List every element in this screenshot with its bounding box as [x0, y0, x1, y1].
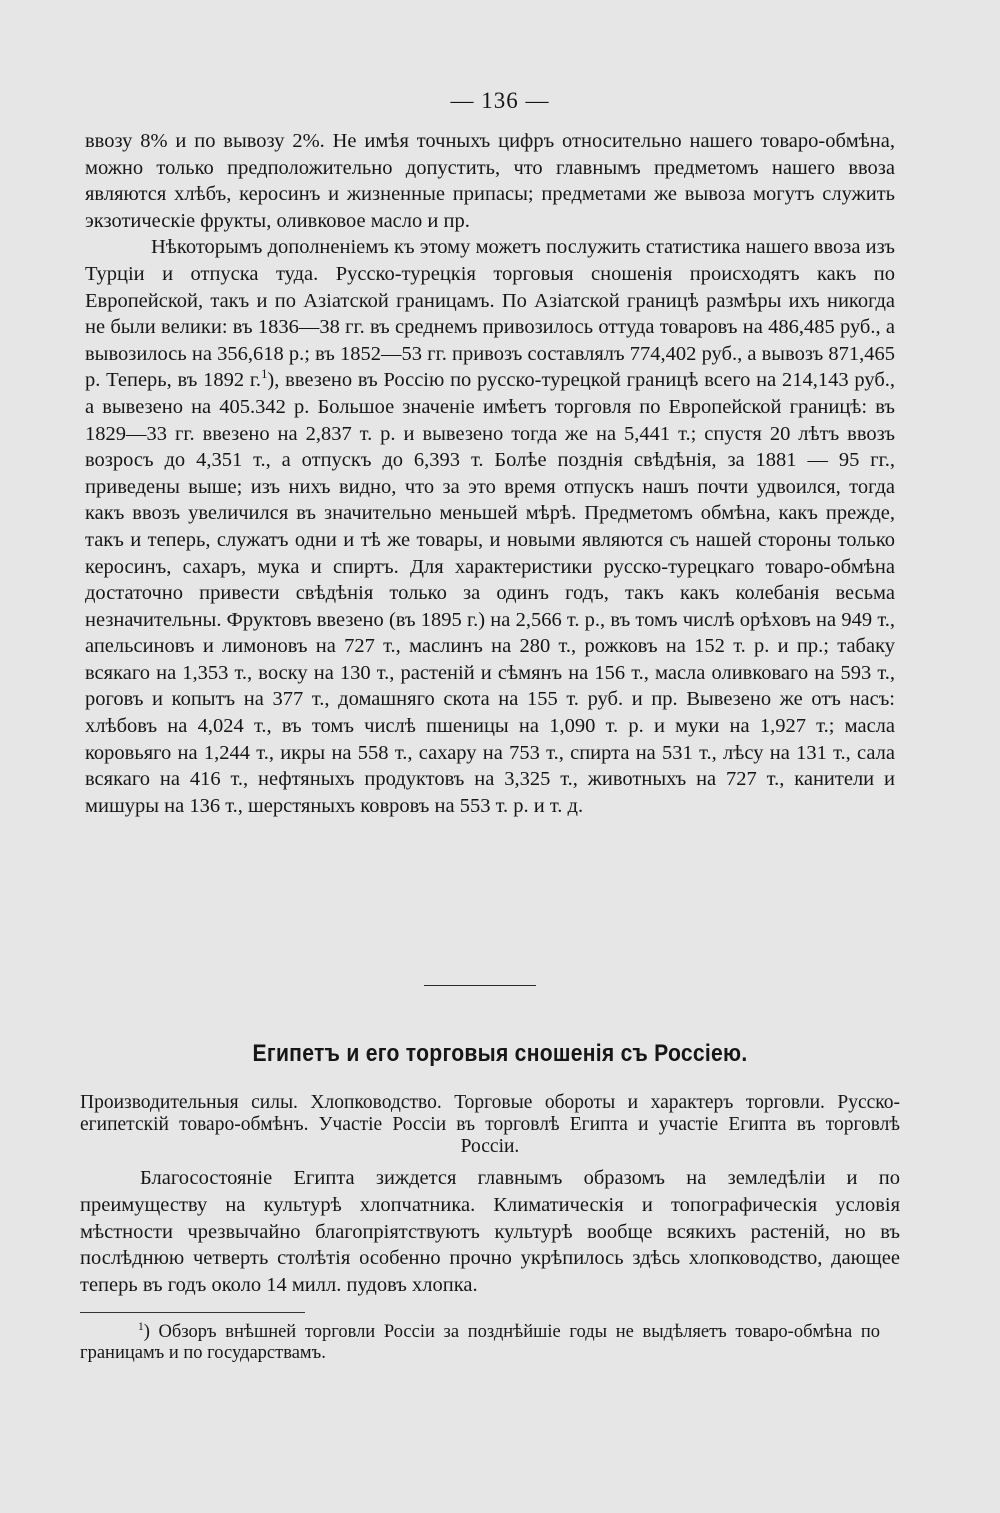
section-summary: Производительныя силы. Хлопководство. Торговые обороты и характеръ торговли. Русско-египетскій товаро-обмѣнъ. Участіе Россіи въ торговлѣ Египта и участіе Египта въ торговлѣ Россіи. [80, 1092, 900, 1157]
section-text [80, 1165, 900, 1299]
paragraph-2 [85, 234, 895, 819]
section-divider [424, 985, 536, 986]
footnote-rule [80, 1312, 305, 1313]
page-number: — 136 — [450, 88, 550, 113]
section-title: Египетъ и его торговыя сношенія съ Россіею. [252, 1040, 748, 1067]
footnote-marker: 1 [138, 1320, 144, 1333]
paragraph-2-part-2: ), ввезено въ Россію по русско-турецкой границѣ всего на 214,143 руб., а вывезено на 405.342 р. Большое значеніе имѣетъ торговля по Европейской границѣ: въ 1829—33 гг. ввезено на 2,837 т. р. и вывезено тогда же на 5,441 т.; спустя 20 лѣтъ ввозъ возросъ до 4,351 т., а отпускъ до 6,393 т. Болѣе позднія свѣдѣнія, за 1881 — 95 гг., приведены выше; изъ нихъ видно, что за это время отпускъ нашъ почти удвоился, тогда какъ ввозъ увеличился въ значительно меньшей мѣрѣ. Предметомъ обмѣна, какъ прежде, такъ и теперь, служатъ одни и тѣ же товары, и новыми являются съ нашей стороны только керосинъ, сахаръ, мука и спиртъ. Для характеристики русско-турецкаго товаро-обмѣна достаточно привести свѣдѣнія только за одинъ годъ, такъ какъ колебанія весьма незначительны. Фруктовъ ввезено (въ 1895 г.) на 2,566 т. р., въ томъ числѣ орѣховъ на 949 т., апельсиновъ и лимоновъ на 727 т., маслинъ на 280 т., рожковъ на 152 т. р. и пр.; табаку всякаго на 1,353 т., воску на 130 т., растеній и сѣмянъ на 156 т., масла оливковаго на 593 т., роговъ и копытъ на 377 т., домашняго скота на 155 т. руб. и пр. Вывезено же отъ насъ: хлѣбовъ на 4,024 т., въ томъ числѣ пшеницы на 1,090 т. р. и муки на 1,927 т.; масла коровьяго на 1,244 т., икры на 558 т., сахару на 753 т., спирта на 531 т., лѣсу на 131 т., сала всякаго на 416 т., нефтяныхъ продуктовъ на 3,325 т., животныхъ на 727 т., канители и мишуры на 136 т., шерстяныхъ ковровъ на 553 т. р. и т. д. [85, 369, 895, 817]
footnote [80, 1322, 880, 1364]
footnote-reference: 1 [261, 367, 268, 382]
paragraph-1: ввозу 8% и по вывозу 2%. Не имѣя точныхъ цифръ относительно нашего товаро-обмѣна, можно только предположительно допустить, что главнымъ предметомъ нашего ввоза являются хлѣбъ, керосинъ и жизненные припасы; предметами же вывоза могутъ служить экзотическіе фрукты, оливковое масло и пр. [85, 130, 895, 232]
main-text [85, 128, 895, 819]
footnote-paragraph [80, 1322, 880, 1364]
paragraph-2-part-1: Нѣкоторымъ дополненіемъ къ этому можетъ послужить статистика нашего ввоза изъ Турціи и отпуска туда. Русско-турецкія торговыя сношенія происходятъ какъ по Европейской, такъ и по Азіатской границамъ. По Азіатской границѣ размѣры ихъ никогда не были велики: въ 1836—38 гг. въ среднемъ привозилось оттуда товаровъ на 486,485 руб., а вывозилось на 356,618 р.; въ 1852—53 гг. привозъ составлялъ 774,402 руб., а вывозъ 871,465 р. Теперь, въ 1892 г. [85, 236, 895, 392]
section-paragraph: Благосостояніе Египта зиждется главнымъ образомъ на земледѣліи и по преимуществу на культурѣ хлопчатника. Климатическія и топографическія условія мѣстности чрезвычайно благопріятствуютъ культурѣ вообще всякихъ растеній, но въ послѣднюю четверть столѣтія особенно прочно укрѣпилось здѣсь хлопководство, дающее теперь въ годъ около 14 милл. пудовъ хлопка. [80, 1167, 900, 1297]
footnote-text: ) Обзоръ внѣшней торговли Россіи за позднѣйшіе годы не выдѣляетъ товаро-обмѣна по границамъ и по государствамъ. [80, 1322, 880, 1363]
